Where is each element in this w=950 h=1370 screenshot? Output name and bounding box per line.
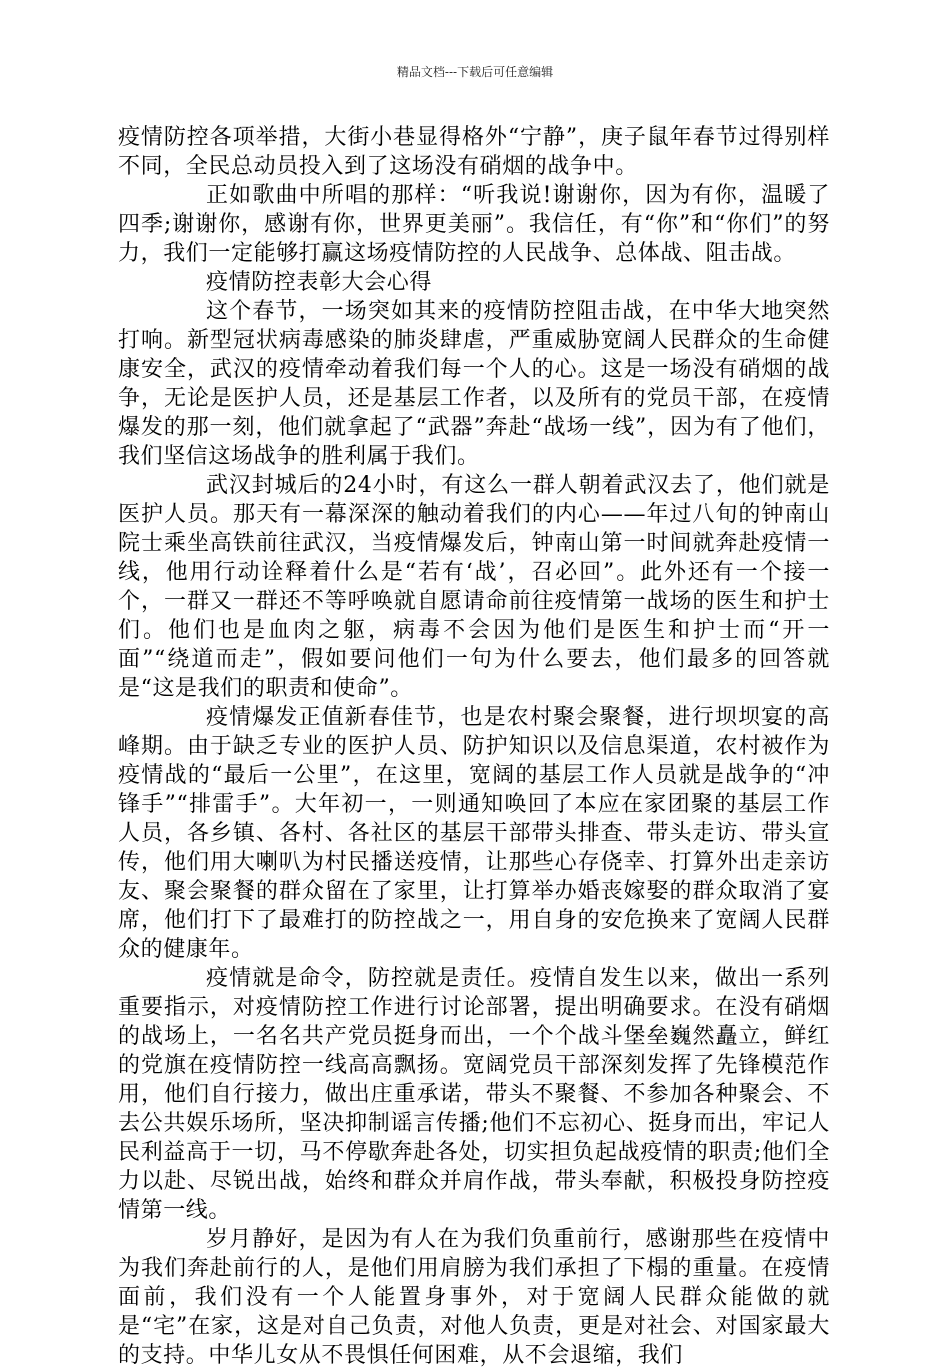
paragraph-4: 武汉封城后的24小时，有这么一群人朝着武汉去了，他们就是医护人员。那天有一幕深深的触动着我们的内心——年过八旬的钟南山院士乘坐高铁前往武汉，当疫情爆发后，钟南山第一时间就奔赴疫情一线，他用行动诠释着什么是“若有‘战’，召必回”。此外还有一个接一个，一群又一群还不等呼唤就自愿请命前往疫情第一战场的医生和护士们。他们也是血肉之躯，病毒不会因为他们是医生和护士而“开一面”“绕道而走”，假如要问他们一句为什么要去，他们最多的回答就是“这是我们的职责和使命”。 (118, 473, 830, 701)
paragraph-6: 疫情就是命令，防控就是责任。疫情自发生以来，做出一系列重要指示，对疫情防控工作进行讨论部署，提出明确要求。在没有硝烟的战场上，一名名共产党员挺身而出，一个个战斗堡垒巍然矗立，鲜红的党旗在疫情防控一线高高飘扬。宽阔党员干部深刻发挥了先锋模范作用，他们自行接力，做出庄重承诺，带头不聚餐、不参加各种聚会、不去公共娱乐场所，坚决抑制谣言传播;他们不忘初心、挺身而出，牢记人民利益高于一切，马不停歇奔赴各处，切实担负起战疫情的职责;他们全力以赴、尽锐出战，始终和群众并肩作战，带头奉献，积极投身防控疫情第一线。 (118, 966, 830, 1223)
page-header: 精品文档---下载后可任意编辑 (396, 65, 554, 79)
paragraph-3: 这个春节，一场突如其来的疫情防控阻击战，在中华大地突然打响。新型冠状病毒感染的肺炎肆虐，严重威胁宽阔人民群众的生命健康安全，武汉的疫情牵动着我们每一个人的心。这是一场没有硝烟的战争，无论是医护人员，还是基层工作者，以及所有的党员干部，在疫情爆发的那一刻，他们就拿起了“武器”奔赴“战场一线”，因为有了他们，我们坚信这场战争的胜利属于我们。 (118, 299, 830, 469)
paragraph-2: 正如歌曲中所唱的那样：“听我说!谢谢你，因为有你，温暖了四季;谢谢你，感谢有你，世界更美丽”。我信任，有“你”和“你们”的努力，我们一定能够打赢这场疫情防控的人民战争、总体战、阻击战。 (118, 183, 830, 266)
paragraph-7: 岁月静好，是因为有人在为我们负重前行，感谢那些在疫情中为我们奔赴前行的人，是他们用肩膀为我们承担了下榻的重量。在疫情面前，我们没有一个人能置身事外，对于宽阔人民群众能做的就是“宅”在家，这是对自己负责，对他人负责，更是对社会、对国家最大的支持。中华儿女从不畏惧任何困难，从不会退缩，我们 (118, 1227, 830, 1368)
paragraph-1: 疫情防控各项举措，大街小巷显得格外“宁静”，庚子鼠年春节过得别样不同，全民总动员投入到了这场没有硝烟的战争中。 (118, 125, 830, 179)
section-title: 疫情防控表彰大会心得 (206, 270, 433, 295)
document-body (118, 123, 830, 1370)
paragraph-5: 疫情爆发正值新春佳节，也是农村聚会聚餐，进行坝坝宴的高峰期。由于缺乏专业的医护人员、防护知识以及信息渠道，农村被作为疫情战的“最后一公里”，在这里，宽阔的基层工作人员就是战争的“冲锋手”“排雷手”。大年初一，一则通知唤回了本应在家团聚的基层工作人员，各乡镇、各村、各社区的基层干部带头排查、带头走访、带头宣传，他们用大喇叭为村民播送疫情，让那些心存侥幸、打算外出走亲访友、聚会聚餐的群众留在了家里，让打算举办婚丧嫁娶的群众取消了宴席，他们打下了最难打的防控战之一，用自身的安危换来了宽阔人民群众的健康年。 (118, 705, 830, 962)
